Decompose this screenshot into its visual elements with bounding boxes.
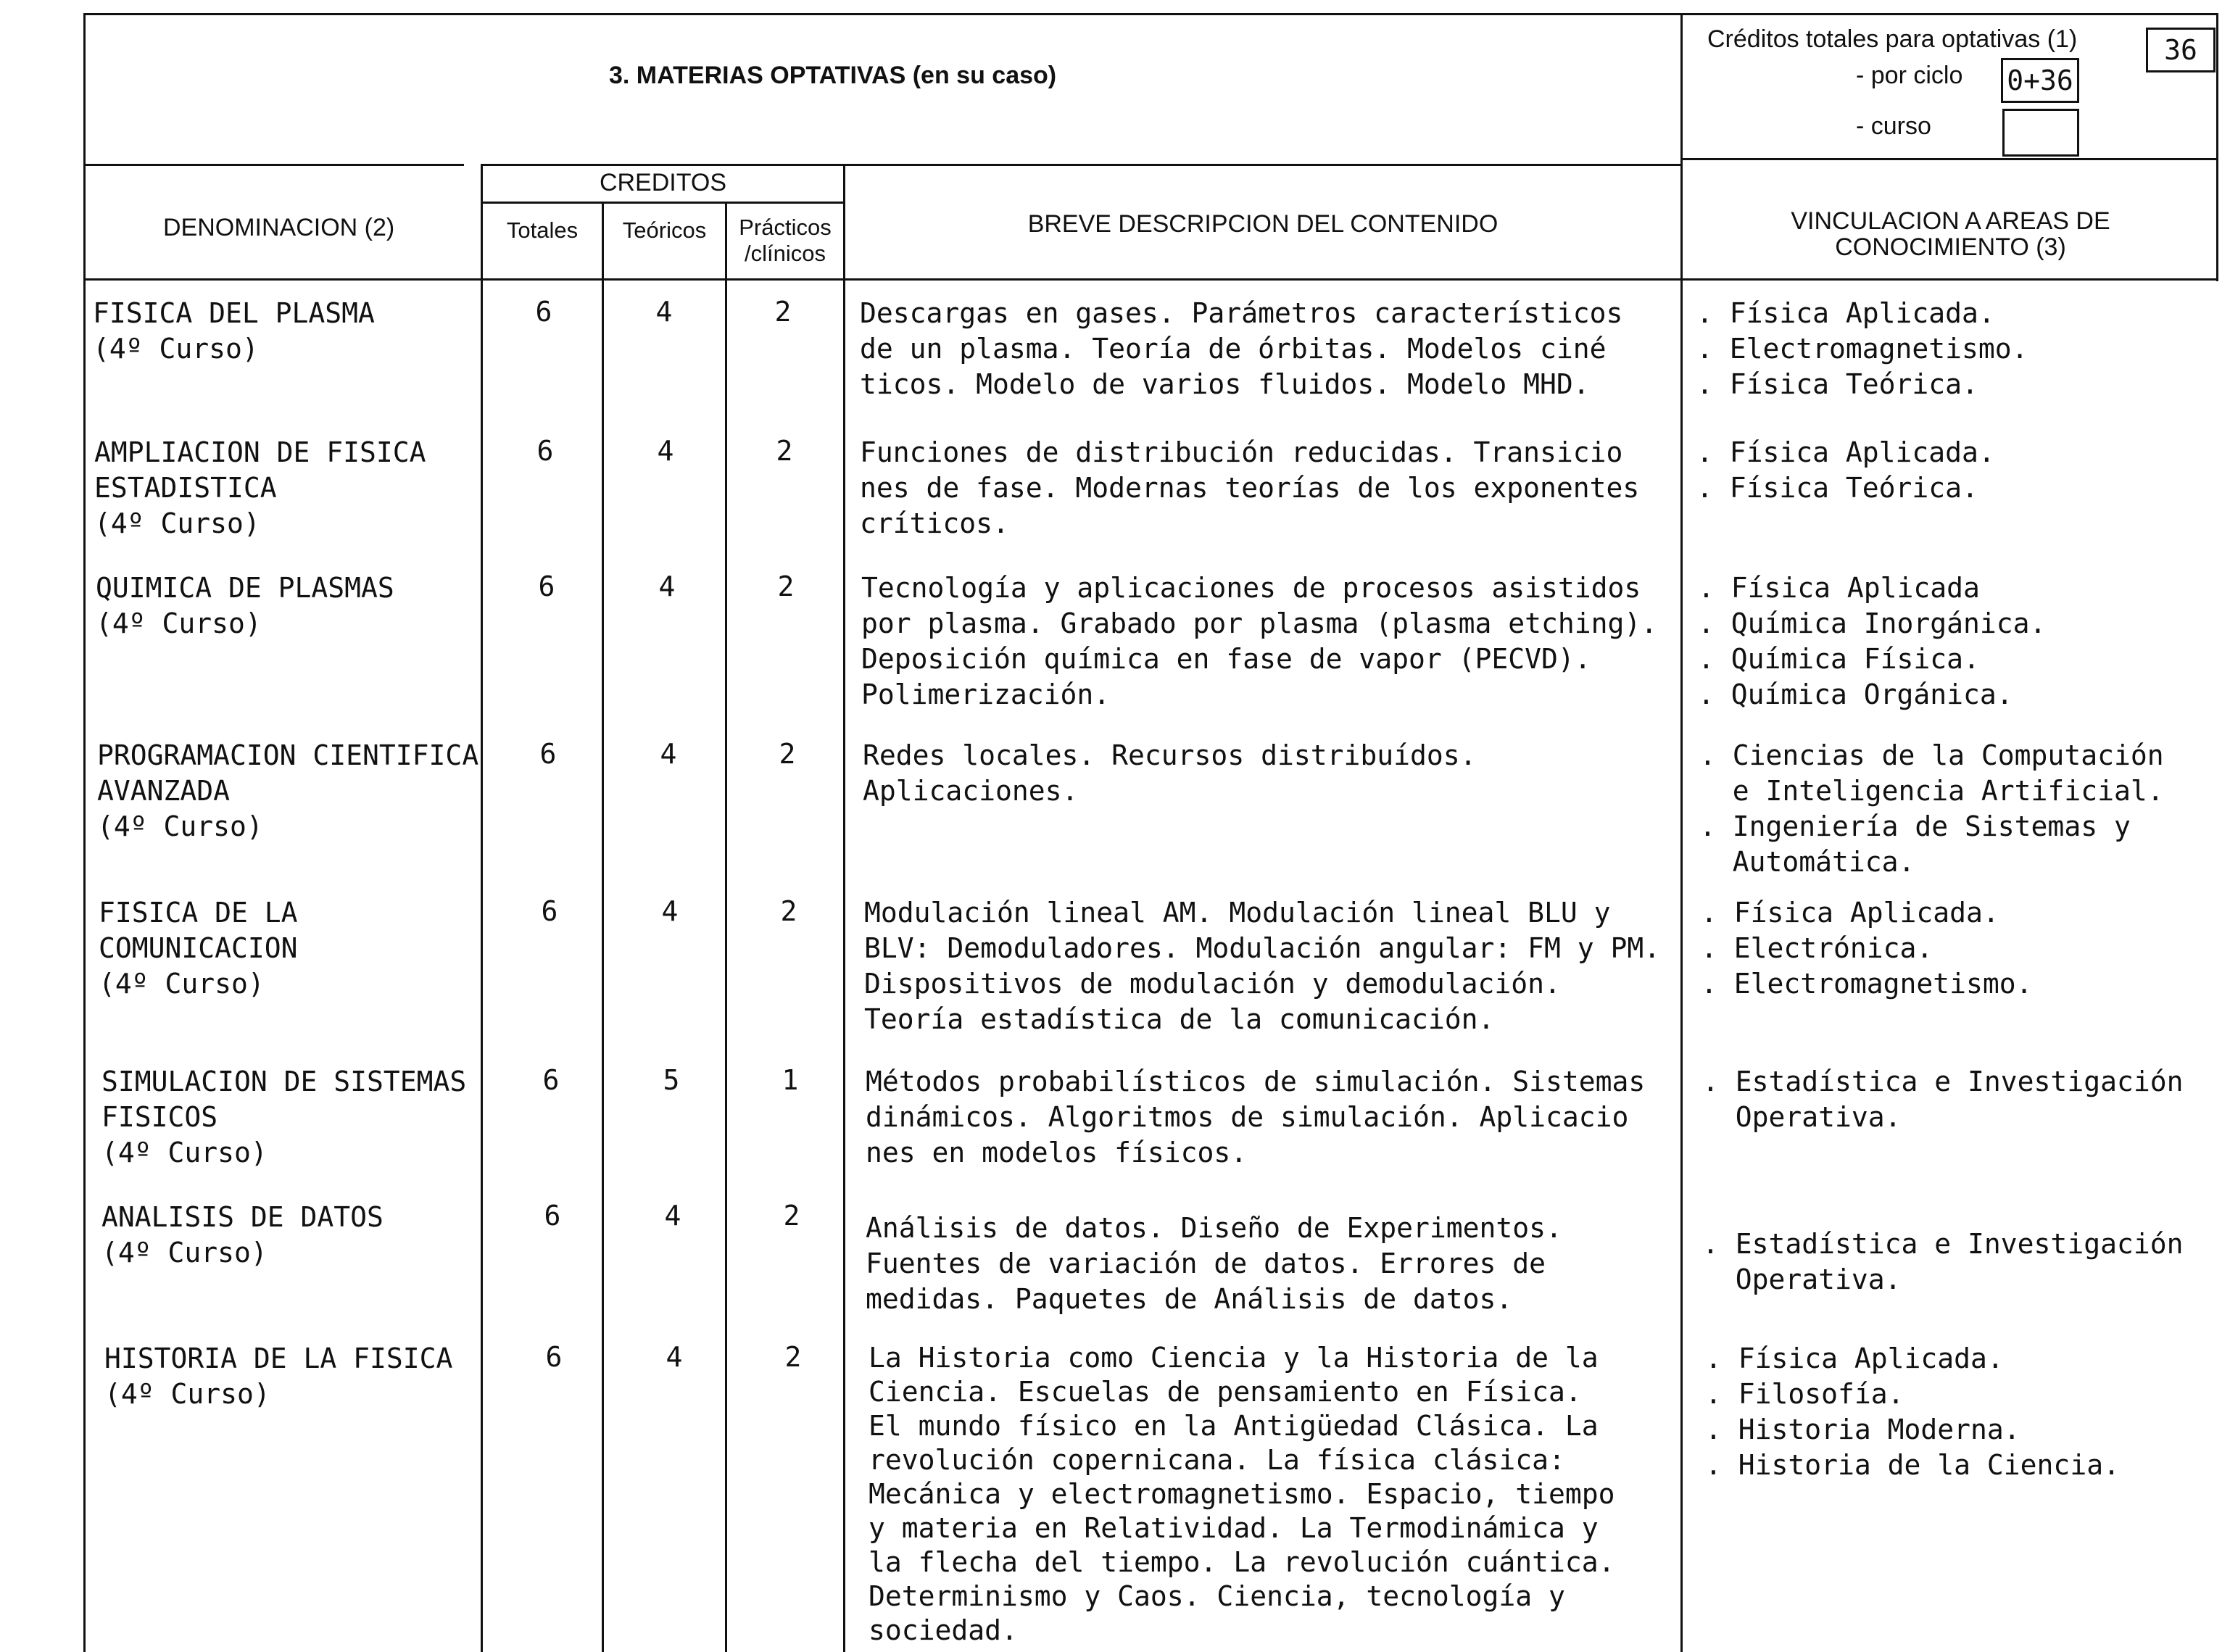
row-5-denominacion: FISICA DE LA COMUNICACION (4º Curso) xyxy=(99,897,298,1000)
row-5-areas: . Física Aplicada. . Electrónica. . Electromagnetismo. xyxy=(1701,897,2033,1000)
row-6-totales: 6 xyxy=(542,1064,560,1096)
row-2-practicos: 2 xyxy=(776,435,793,467)
por-ciclo-box: 0+36 xyxy=(2001,58,2079,103)
row-5-practicos: 2 xyxy=(780,895,797,927)
col-line-creditos xyxy=(481,164,483,1652)
row-6-practicos: 1 xyxy=(782,1064,799,1096)
section-title: 3. MATERIAS OPTATIVAS (en su caso) xyxy=(609,62,1057,89)
row-2-descripcion: Funciones de distribución reducidas. Transicio nes de fase. Modernas teorías de los exponentes críticos. xyxy=(860,436,1640,539)
creditos-sub-line xyxy=(481,202,843,204)
row-7-areas: . Estadística e Investigación Operativa. xyxy=(1702,1228,2184,1295)
row-8-teoricos: 4 xyxy=(666,1341,683,1373)
col-line-practicos xyxy=(843,164,845,1652)
col-header-creditos: CREDITOS xyxy=(599,169,727,196)
row-3-denominacion: QUIMICA DE PLASMAS (4º Curso) xyxy=(96,572,394,639)
row-7-teoricos: 4 xyxy=(664,1200,681,1232)
row-8-areas: . Física Aplicada. . Filosofía. . Historia Moderna. . Historia de la Ciencia. xyxy=(1705,1342,2120,1481)
row-1-practicos: 2 xyxy=(774,296,792,328)
row-8-denominacion: HISTORIA DE LA FISICA (4º Curso) xyxy=(104,1342,453,1410)
row-1-denominacion: FISICA DEL PLASMA (4º Curso) xyxy=(93,297,375,365)
creditos-totales-box: 36 xyxy=(2146,28,2216,72)
row-7-descripcion: Análisis de datos. Diseño de Experimentos. Fuentes de variación de datos. Errores de medidas. Paquetes de Análisis de datos. xyxy=(866,1212,1562,1315)
row-2-areas: . Física Aplicada. . Física Teórica. xyxy=(1696,436,1995,504)
col-header-totales: Totales xyxy=(506,217,579,243)
left-border xyxy=(83,13,86,1652)
header-bottom-line xyxy=(1680,158,2218,160)
row-4-teoricos: 4 xyxy=(660,738,677,770)
row-8-totales: 6 xyxy=(545,1341,563,1373)
row-7-denominacion: ANALISIS DE DATOS (4º Curso) xyxy=(101,1201,384,1269)
row-6-teoricos: 5 xyxy=(663,1064,680,1096)
row-5-totales: 6 xyxy=(541,895,558,927)
row-5-teoricos: 4 xyxy=(661,895,679,927)
row-1-totales: 6 xyxy=(535,296,552,328)
col-line-teoricos xyxy=(725,202,727,1652)
row-6-descripcion: Métodos probabilísticos de simulación. Sistemas dinámicos. Algoritmos de simulación. Aplicacio nes en modelos físicos. xyxy=(866,1066,1646,1169)
row-4-areas: . Ciencias de la Computación e Inteligencia Artificial. . Ingeniería de Sistemas y Automática. xyxy=(1699,739,2164,878)
col-header-teoricos: Teóricos xyxy=(622,217,707,243)
row-1-teoricos: 4 xyxy=(655,296,673,328)
row-2-denominacion: AMPLIACION DE FISICA ESTADISTICA (4º Curso) xyxy=(94,436,426,539)
col-line-totales xyxy=(602,202,604,1652)
col-header-descripcion: BREVE DESCRIPCION DEL CONTENIDO xyxy=(1027,210,1499,238)
header-mid-bottom-line xyxy=(481,164,1680,166)
row-1-descripcion: Descargas en gases. Parámetros característicos de un plasma. Teoría de órbitas. Modelos ciné ticos. Modelo de varios fluidos. Modelo MHD. xyxy=(860,297,1623,400)
row-1-areas: . Física Aplicada. . Electromagnetismo. . Física Teórica. xyxy=(1696,297,2028,400)
header-left-bottom-line xyxy=(86,164,464,166)
row-2-totales: 6 xyxy=(536,435,554,467)
top-border xyxy=(83,13,2218,15)
row-4-descripcion: Redes locales. Recursos distribuídos. Aplicaciones. xyxy=(863,739,1477,807)
por-ciclo-label: - por ciclo xyxy=(1856,62,1963,89)
col-header-practicos: Prácticos /clínicos xyxy=(739,215,832,266)
row-3-practicos: 2 xyxy=(777,570,795,602)
curso-label: - curso xyxy=(1856,112,1931,140)
row-3-teoricos: 4 xyxy=(658,570,676,602)
row-5-descripcion: Modulación lineal AM. Modulación lineal BLU y BLV: Demoduladores. Modulación angular: FM y PM. Dispositivos de modulación y demodulación. Teoría estadística de la comunicación. xyxy=(864,897,1661,1035)
col-header-vinculacion: VINCULACION A AREAS DE CONOCIMIENTO (3) xyxy=(1791,207,2110,261)
col-header-denominacion: DENOMINACION (2) xyxy=(163,214,395,241)
row-3-areas: . Física Aplicada . Química Inorgánica. . Química Física. . Química Orgánica. xyxy=(1698,572,2047,710)
row-7-practicos: 2 xyxy=(783,1200,800,1232)
row-7-totales: 6 xyxy=(544,1200,561,1232)
row-6-areas: . Estadística e Investigación Operativa. xyxy=(1702,1066,2184,1133)
row-6-denominacion: SIMULACION DE SISTEMAS FISICOS (4º Curso) xyxy=(101,1066,467,1169)
column-header-bottom-line xyxy=(86,278,2218,281)
creditos-totales-label: Créditos totales para optativas (1) xyxy=(1707,25,2078,53)
row-3-descripcion: Tecnología y aplicaciones de procesos asistidos por plasma. Grabado por plasma (plasma etching). Deposición química en fase de vapor (PECVD). Polimerización. xyxy=(861,572,1658,710)
row-8-descripcion: La Historia como Ciencia y la Historia de la Ciencia. Escuelas de pensamiento en Física. El mundo físico en la Antigüedad Clásica. La revolución copernicana. La física clásica: Mecánica y electromagnetismo. Espacio, tiempo y materia en Relatividad. La Termodinámica y la flecha del tiempo. La revolución cuántica. Determinismo y Caos. Ciencia, tecnología y sociedad. xyxy=(869,1342,1615,1646)
row-8-practicos: 2 xyxy=(784,1341,802,1373)
row-4-totales: 6 xyxy=(539,738,557,770)
curso-box xyxy=(2002,109,2079,157)
row-2-teoricos: 4 xyxy=(657,435,674,467)
row-4-practicos: 2 xyxy=(779,738,796,770)
row-4-denominacion: PROGRAMACION CIENTIFICA AVANZADA (4º Curso) xyxy=(97,739,479,842)
row-3-totales: 6 xyxy=(538,570,555,602)
